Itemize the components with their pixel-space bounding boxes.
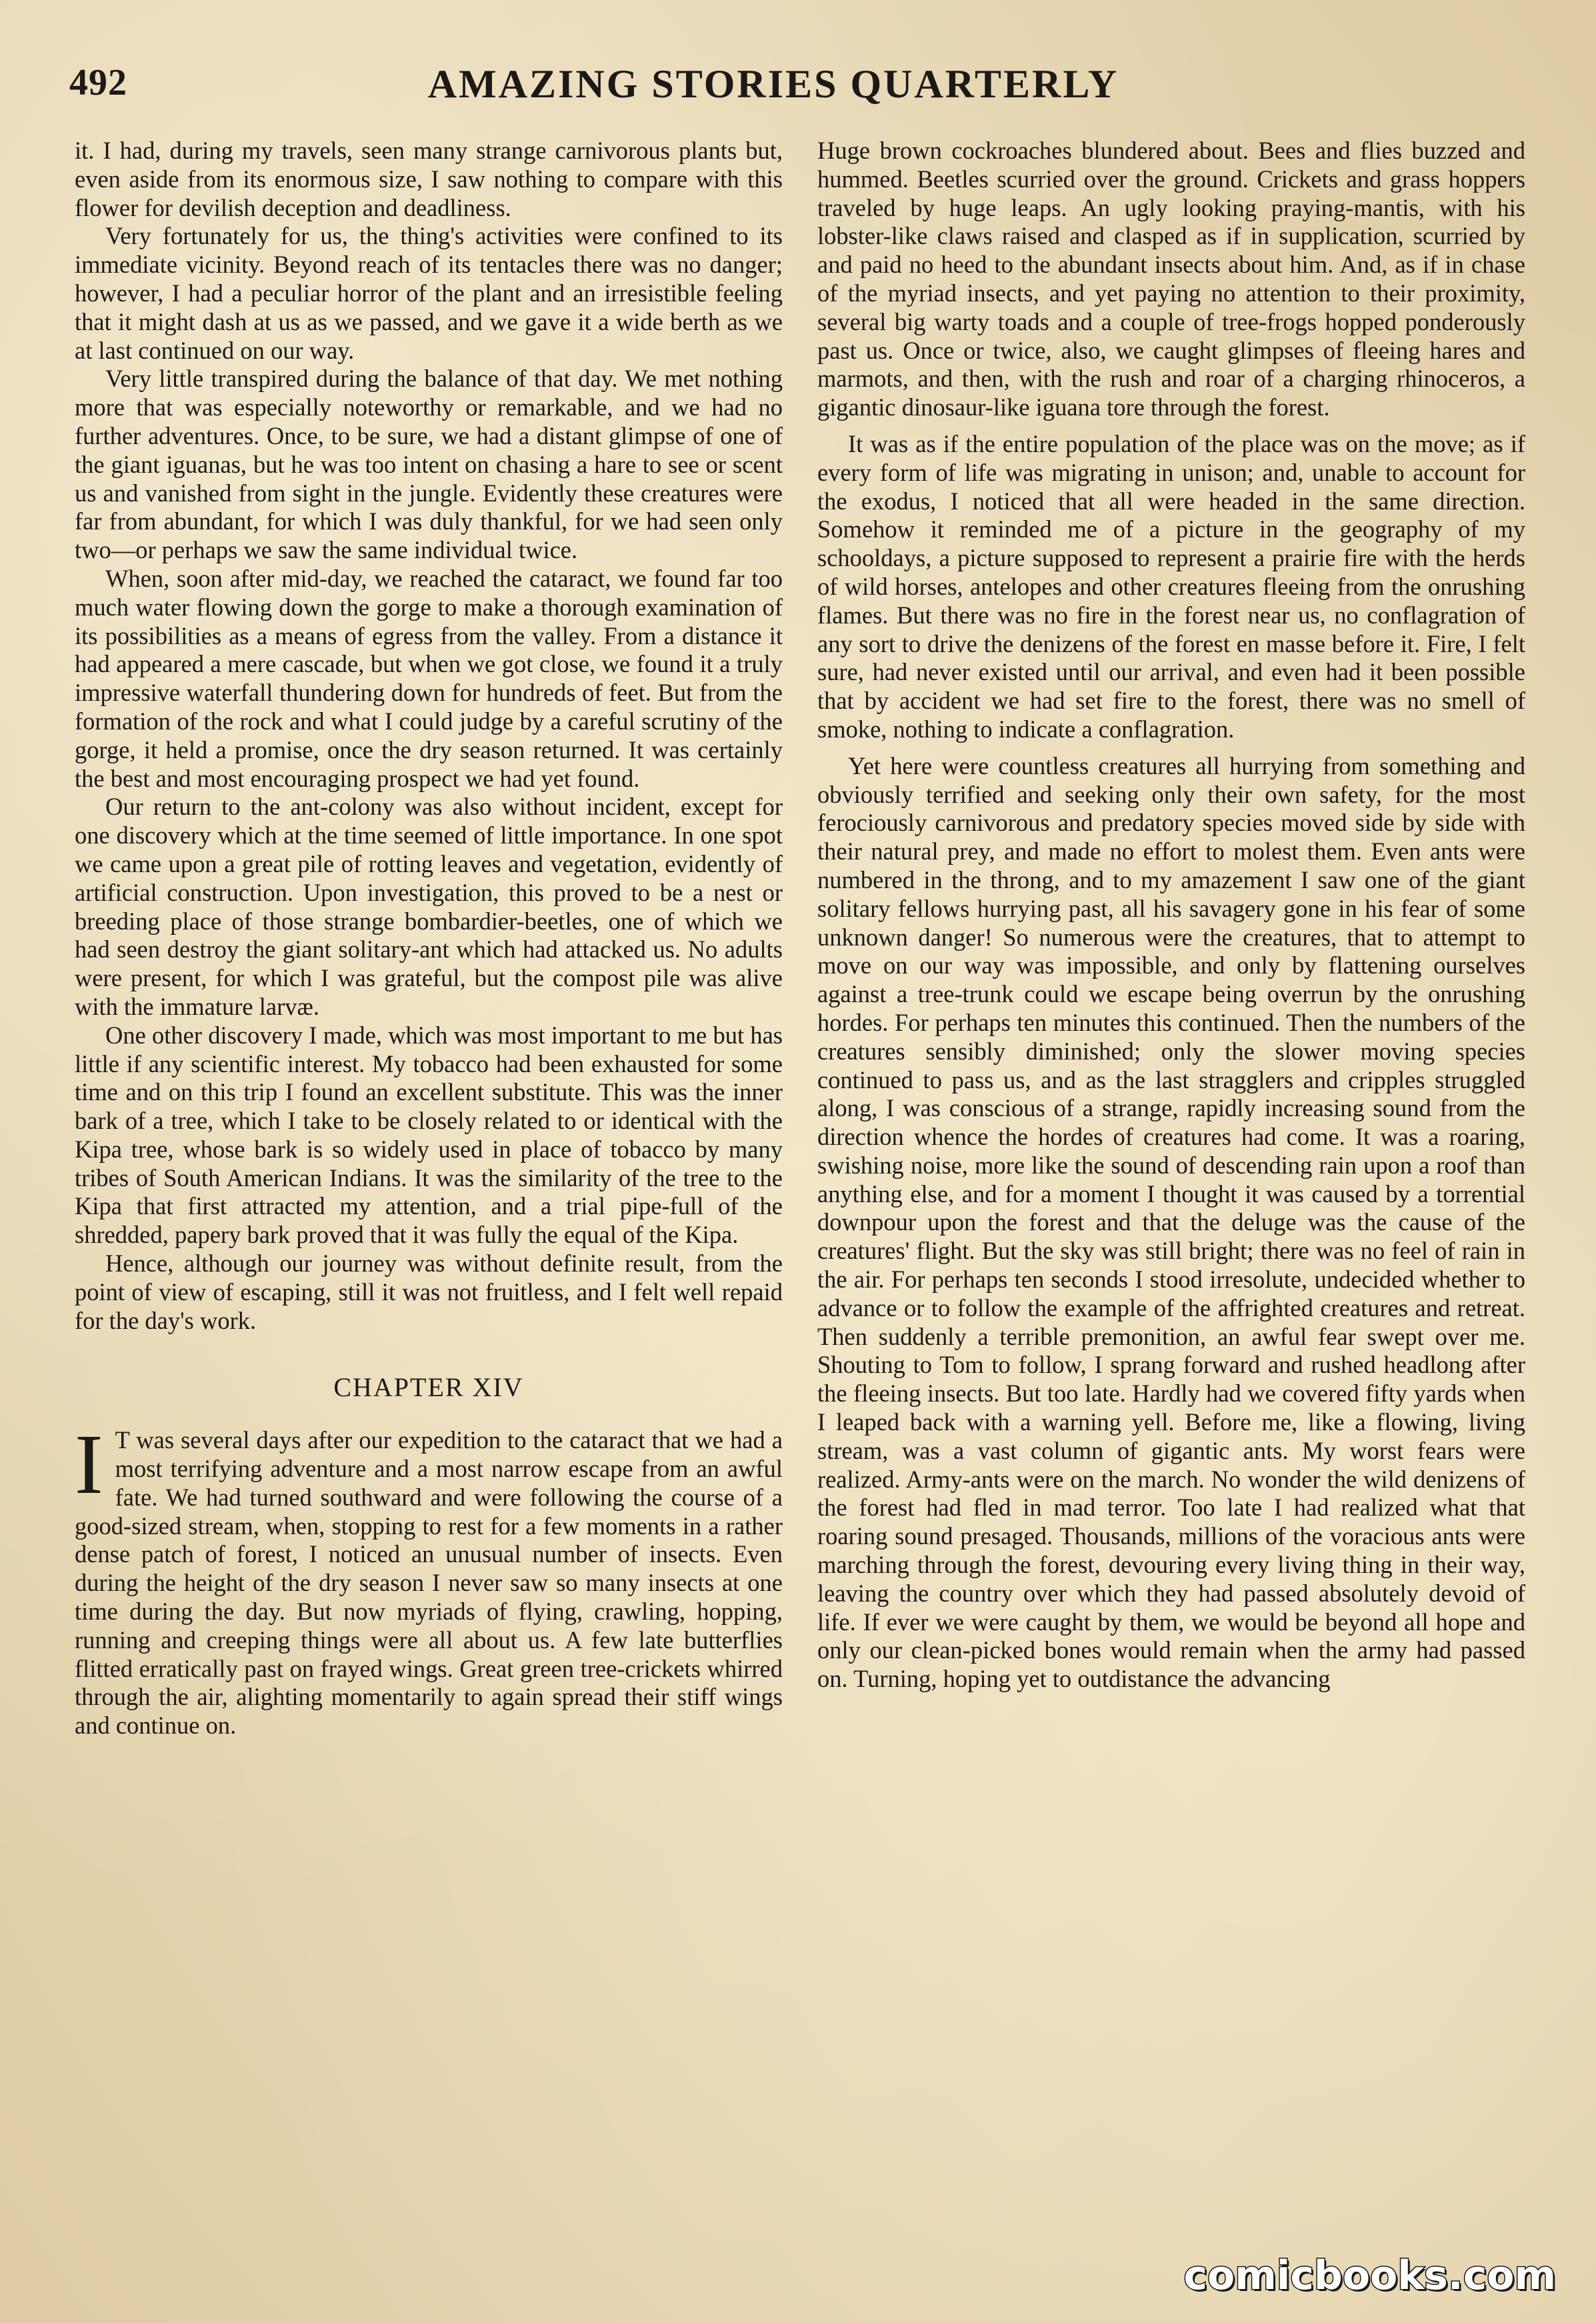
chapter-heading: CHAPTER XIV [333, 1372, 524, 1403]
left-column [75, 137, 783, 1740]
right-column [817, 137, 1525, 1694]
paragraph: Our return to the ant-colony was also without incident, except for one discovery which at the time seemed of little importance. In one spot we came upon a great pile of rotting leaves and vegetation, evidently of artificial construction. Upon investigation, this proved to be a nest or breeding place of those strange bombardier-beetles, one of which we had seen destroy the giant solitary-ant which had attacked us. No adults were present, for which I was grateful, but the compost pile was alive with the immature larvæ. [75, 793, 783, 1020]
running-head-title: AMAZING STORIES QUARTERLY [427, 62, 1119, 106]
paragraph: Very fortunately for us, the thing's activities were confined to its immediate vicinity. Beyond reach of its tentacles there was no danger; however, I had a peculiar horror of the plant and an irresistible feeling that it might dash at us as we passed, and we gave it a wide berth as we at last continued on our way. [75, 222, 783, 364]
paragraph: it. I had, during my travels, seen many strange carnivorous plants but, even aside from its enormous size, I saw nothing to compare with this flower for devilish deception and deadliness. [75, 137, 783, 221]
paragraph: One other discovery I made, which was most important to me but has little if any scientific interest. My tobacco had been exhausted for some time and on this trip I found an excellent substitute. This was the inner bark of a tree, which I take to be closely related to or identical with the Kipa tree, whose bark is so widely used in place of tobacco by many tribes of South American Indians. It was the similarity of the tree to the Kipa that first attracted my attention, and a trial pipe-full of the shredded, papery bark proved that it was fully the equal of the Kipa. [75, 1021, 783, 1249]
paragraph: Hence, although our journey was without definite result, from the point of view of escaping, still it was not fruitless, and I felt well repaid for the day's work. [75, 1250, 783, 1334]
chapter-opening-paragraph [75, 1417, 783, 1740]
paragraph: Very little transpired during the balance of that day. We met nothing more that was especially noteworthy or remarkable, and we had no further adventures. Once, to be sure, we had a distant glimpse of one of the giant iguanas, but he was too intent on chasing a hare to see or scent us and vanished from sight in the jungle. Evidently these creatures were far from abundant, for which I was duly thankful, for we had seen only two—or perhaps we saw the same individual twice. [75, 365, 783, 564]
paragraph: When, soon after mid-day, we reached the cataract, we found far too much water flowing down the gorge to make a thorough examination of its possibilities as a means of egress from the valley. From a distance it had appeared a mere cascade, but when we got close, we found it a truly impressive waterfall thundering down for hundreds of feet. But from the formation of the rock and what I could judge by a careful scrutiny of the gorge, it held a promise, once the dry season returned. It was certainly the best and most encouraging prospect we had yet found. [75, 564, 783, 792]
paragraph: It was as if the entire population of the place was on the move; as if every form of life was migrating in unison; and, unable to account for the exodus, I noticed that all were headed in the same direction. Somehow it reminded me of a picture in the geography of my schooldays, a picture supposed to represent a prairie fire with the herds of wild horses, antelopes and other creatures fleeing from the onrushing flames. But there was no fire in the forest near us, no conflagration of any sort to drive the denizens of the forest en masse before it. Fire, I felt sure, had never existed until our arrival, and even had it been possible that by accident we had set fire to the forest, there was no smell of smoke, nothing to indicate a conflagration. [817, 429, 1525, 743]
site-watermark: comicbooks.com [1183, 2252, 1556, 2299]
chapter-opening-text: T was several days after our expedition to the cataract that we had a most terrifying adventure and a most narrow escape from an awful fate. We had turned southward and were following the course of a good-sized stream, when, stopping to rest for a few moments in a rather dense patch of forest, I noticed an unusual number of insects. Even during the height of the dry season I never saw so many insects at one time during the day. But now myriads of flying, crawling, hopping, running and creeping things were all about us. A few late butterflies flitted erratically past on frayed wings. Great green tree-crickets whirred through the air, alighting momentarily to again spread their stiff wings and continue on. [75, 1426, 783, 1740]
paragraph: Yet here were countless creatures all hurrying from something and obviously terrified and seeking only their own safety, for the most ferociously carnivorous and predatory species moved side by side with their natural prey, and made no effort to molest them. Even ants were numbered in the throng, and to my amazement I saw one of the giant solitary fellows hurrying past, all his savagery gone in his fear of some unknown danger! So numerous were the creatures, that to attempt to move on our way was impossible, and only by flattening ourselves against a tree-trunk could we escape being overrun by the onrushing hordes. For perhaps ten minutes this continued. Then the numbers of the creatures sensibly diminished; only the slower moving species continued to pass us, and as the last stragglers and cripples struggled along, I was conscious of a strange, rapidly increasing sound from the direction whence the hordes of creatures had come. It was a roaring, swishing noise, more like the sound of descending rain upon a roof than anything else, and for a moment I thought it was caused by a torrential downpour upon the forest and that the deluge was the cause of the creatures' flight. But the sky was still bright; there was no feel of rain in the air. For perhaps ten seconds I stood irresolute, undecided whether to advance or to follow the example of the affrighted creatures and retreat. Then suddenly a terrible premonition, an awful fear swept over me. Shouting to Tom to follow, I sprang forward and rushed headlong after the fleeing insects. But too late. Hardly had we covered fifty yards when I leaped back with a warning yell. Before me, like a flowing, living stream, was a vast column of gigantic ants. My worst fears were realized. Army-ants were on the march. No wonder the wild denizens of the forest had fled in mad terror. Too late I had realized what that roaring sound presaged. Thousands, millions of the voracious ants were marching through the forest, devouring every living thing in their way, leaving the country over which they had passed absolutely devoid of life. If ever we were caught by them, we would be beyond all hope and only our clean-picked bones would remain when the army had passed on. Turning, hoping yet to outdistance the advancing [817, 751, 1525, 1693]
paragraph: Huge brown cockroaches blundered about. Bees and flies buzzed and hummed. Beetles scurried over the ground. Crickets and grass hoppers traveled by huge leaps. An ugly looking praying-mantis, with his lobster-like claws raised and clasped as if in supplication, scurried by and paid no heed to the abundant insects about him. And, as if in chase of the myriad insects, and yet paying no attention to their proximity, several big warty toads and a couple of tree-frogs hopped ponderously past us. Once or twice, also, we caught glimpses of fleeing hares and marmots, and then, with the rush and roar of a charging rhinoceros, a gigantic dinosaur-like iguana tore through the forest. [817, 137, 1525, 421]
drop-cap: I [75, 1417, 103, 1512]
page-number: 492 [69, 62, 127, 103]
